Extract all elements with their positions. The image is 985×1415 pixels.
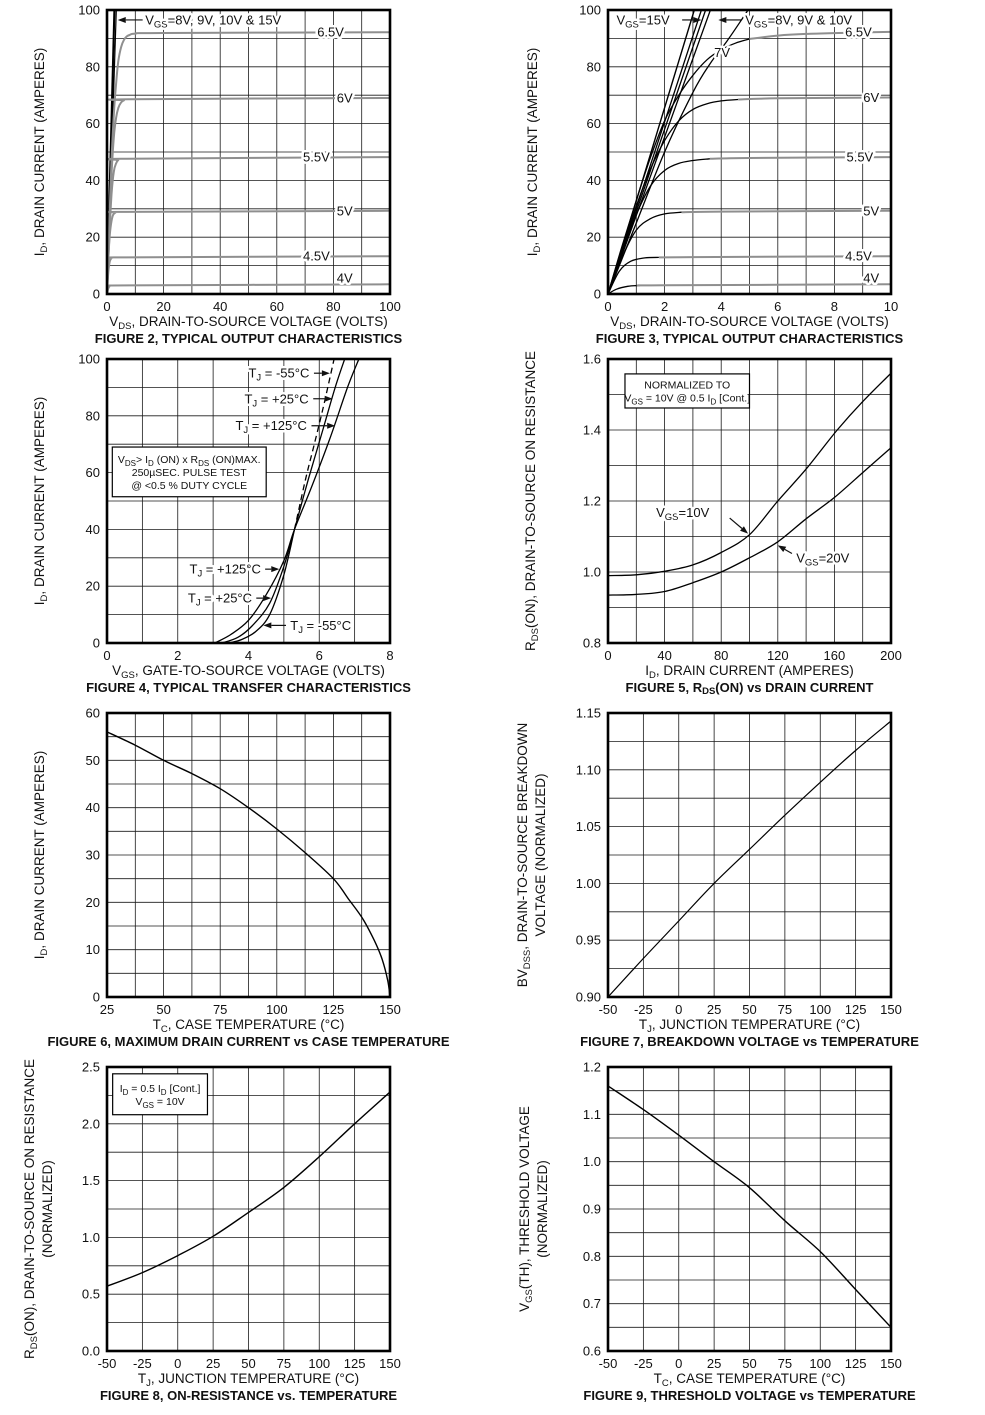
svg-text:5V: 5V (863, 203, 880, 219)
y-tick-label: 1.6 (582, 351, 601, 367)
y-axis-title: $R_{DS}(ON)$, DRAIN-TO-SOURCE ON RESISTANCE (523, 351, 541, 651)
gridlines (107, 10, 390, 294)
x-tick-label: 75 (212, 1002, 228, 1017)
x-tick-label: 75 (777, 1002, 793, 1017)
svg-text:4.5V: 4.5V (845, 248, 872, 264)
x-tick-label: 75 (276, 1356, 292, 1371)
series-vgs-5v-flat (682, 211, 891, 212)
figure-6-plot-container (0, 703, 492, 1033)
y-tick-label: 80 (85, 59, 100, 75)
y-tick-label: 1.1 (582, 1106, 601, 1122)
svg-text:4.5V: 4.5V (303, 248, 330, 264)
x-tick-label: 60 (269, 299, 285, 314)
x-tick-label: 40 (657, 648, 672, 663)
y-tick-label: 0.95 (575, 932, 601, 948)
x-tick-label: 40 (212, 299, 228, 314)
figure-9-cell (493, 1055, 985, 1415)
curve-label (656, 505, 748, 534)
y-tick-label: 60 (85, 705, 100, 721)
x-tick-label: 0 (103, 648, 111, 663)
annotation-arrowhead (271, 566, 279, 572)
x-tick-label: 8 (386, 648, 394, 663)
svg-text:VGS=20V: $V_{GS}=20V$ (796, 550, 850, 569)
x-tick-label: 0 (604, 299, 612, 314)
figure-3-caption: FIGURE 3, TYPICAL OUTPUT CHARACTERISTICS (595, 331, 904, 346)
curve-label (317, 25, 344, 40)
x-tick-label: 10 (883, 299, 899, 314)
y-tick-label: 1.5 (81, 1173, 100, 1189)
svg-text:TJ = +25°C: $T_J = +25^\circ C$ (244, 391, 309, 410)
curve-label (189, 562, 279, 580)
curve-label (845, 249, 872, 264)
svg-text:6.5V: 6.5V (845, 24, 872, 40)
x-tick-label: 100 (265, 1002, 288, 1017)
curve-label (863, 90, 879, 105)
svg-text:7V: 7V (714, 45, 731, 61)
figure-6-chart (0, 703, 492, 1033)
y-tick-label: 100 (78, 351, 100, 367)
svg-text:5V: 5V (336, 203, 353, 219)
curve-label (248, 366, 329, 384)
svg-text:VGS=15V: $V_{GS}=15V$ (616, 12, 670, 31)
svg-text:6V: 6V (863, 89, 880, 105)
x-tick-label: 100 (809, 1356, 832, 1371)
y-tick-label: 1.4 (582, 422, 601, 438)
figure-2-caption: FIGURE 2, TYPICAL OUTPUT CHARACTERISTICS (94, 331, 403, 346)
annotation-arrow-line (730, 518, 742, 528)
x-tick-label: 125 (343, 1356, 366, 1371)
x-axis-title: $V_{DS}$, DRAIN-TO-SOURCE VOLTAGE (VOLTS) (109, 314, 388, 330)
curve-label (337, 271, 353, 286)
series-vgs-4v-flat (638, 284, 891, 285)
x-tick-label: 4 (717, 299, 725, 314)
y-axis-title: (NORMALIZED) (40, 1160, 55, 1258)
annotation-box (113, 1074, 208, 1115)
y-tick-label: 100 (579, 2, 601, 18)
y-axis-title: $I_D$, DRAIN CURRENT (AMPERES) (32, 750, 50, 960)
figure-9-chart (493, 1057, 985, 1387)
x-tick-label: 2 (660, 299, 669, 314)
x-tick-label: -50 (97, 1356, 117, 1371)
x-tick-label: 2 (174, 648, 182, 663)
y-tick-label: 0.6 (582, 1343, 601, 1359)
figure-5-cell (493, 345, 985, 700)
x-axis-title: $V_{GS}$, GATE-TO-SOURCE VOLTAGE (VOLTS) (112, 663, 385, 679)
x-tick-label: 125 (844, 1002, 867, 1017)
y-tick-label: 100 (78, 2, 100, 18)
x-tick-label: 0 (174, 1356, 182, 1371)
svg-text:TJ = -55°C: $T_J = -55^\circ C$ (290, 617, 352, 636)
y-tick-label: 0.90 (575, 989, 601, 1005)
x-axis-title: $T_C$, CASE TEMPERATURE (°C) (653, 1371, 846, 1387)
curve-label (718, 12, 852, 30)
figure-8-plot-container (0, 1057, 492, 1387)
y-tick-label: 60 (85, 116, 100, 132)
y-tick-label: 0.8 (582, 635, 601, 651)
figure-5-plot-container (493, 349, 985, 679)
y-tick-label: 0.7 (582, 1296, 601, 1312)
x-tick-label: -25 (633, 1356, 653, 1371)
figure-3-chart (493, 0, 985, 330)
x-tick-label: -25 (633, 1002, 653, 1017)
figure-7-cell (493, 700, 985, 1055)
y-tick-label: 20 (85, 578, 100, 594)
y-tick-label: 2.5 (81, 1059, 100, 1075)
curve-label (845, 25, 872, 40)
curve-label (118, 12, 282, 30)
y-tick-label: 30 (85, 847, 100, 863)
y-tick-label: 1.0 (582, 564, 601, 580)
y-tick-label: 0.9 (582, 1201, 601, 1217)
x-tick-label: 6 (315, 648, 323, 663)
annotation-arrowhead (718, 17, 726, 23)
svg-text:6.5V: 6.5V (317, 24, 344, 40)
y-tick-label: 20 (586, 229, 601, 245)
svg-text:4V: 4V (863, 270, 880, 286)
x-tick-label: 150 (880, 1356, 902, 1371)
svg-text:VGS = 10V: $V_{GS} = 10V$ (135, 1095, 185, 1110)
x-tick-label: -50 (598, 1356, 618, 1371)
y-axis-title: VOLTAGE (NORMALIZED) (533, 773, 548, 937)
annotation-arrowhead (118, 17, 126, 23)
y-tick-label: 20 (85, 894, 100, 910)
x-tick-label: 25 (706, 1002, 722, 1017)
curve-label (303, 249, 330, 264)
svg-text:TJ = +25°C: $T_J = +25^\circ C$ (187, 590, 253, 609)
annotation-box (624, 374, 750, 408)
y-tick-label: 40 (85, 521, 100, 537)
series-vgs-5v-rise (608, 212, 682, 294)
y-tick-label: 1.0 (582, 1154, 601, 1170)
y-tick-label: 60 (586, 116, 601, 132)
y-tick-label: 40 (85, 172, 100, 188)
y-tick-label: 0.0 (81, 1343, 100, 1359)
figure-5-chart (493, 349, 985, 679)
svg-text:TJ = +125°C: $T_J = +125^\circ C$ (235, 418, 307, 437)
svg-text:TJ = +125°C: $T_J = +125^\circ C$ (189, 561, 261, 580)
y-tick-label: 0.5 (81, 1286, 100, 1302)
figure-4-chart (0, 349, 492, 679)
svg-text:5.5V: 5.5V (303, 149, 330, 165)
figure-7-plot-container (493, 703, 985, 1033)
figure-4-caption: FIGURE 4, TYPICAL TRANSFER CHARACTERISTICS (86, 680, 411, 695)
figure-8-chart (0, 1057, 492, 1387)
x-tick-label: 50 (742, 1002, 757, 1017)
y-axis-title: $BV_{DSS}$, DRAIN-TO-SOURCE BREAKDOWN (515, 722, 533, 988)
figure-6-cell (0, 700, 493, 1055)
x-tick-label: 75 (777, 1356, 793, 1371)
x-tick-label: 0 (604, 648, 612, 663)
figure-2-chart (0, 0, 492, 330)
x-tick-label: 100 (809, 1002, 832, 1017)
y-tick-label: 10 (85, 942, 100, 958)
figure-9-plot-container (493, 1057, 985, 1387)
annotation-arrowhead (778, 545, 786, 552)
y-tick-label: 20 (85, 229, 100, 245)
figure-2-cell (0, 0, 493, 345)
tick-labels (78, 352, 393, 664)
figure-8-caption: FIGURE 8, ON-RESISTANCE vs. TEMPERATURE (99, 1388, 398, 1403)
x-tick-label: 50 (156, 1002, 171, 1017)
y-tick-label: 1.0 (81, 1229, 100, 1245)
y-axis-title: (NORMALIZED) (535, 1160, 550, 1258)
x-tick-label: 125 (322, 1002, 345, 1017)
curve-label (846, 150, 873, 165)
x-axis-title: $V_{DS}$, DRAIN-TO-SOURCE VOLTAGE (VOLTS) (610, 314, 889, 330)
x-tick-label: 120 (766, 648, 789, 663)
annotation-arrow-line (785, 549, 792, 553)
svg-text:VDS> ID (ON) x RDS (ON)MAX.: $V_{DS}> I_D$ (ON) x $R_{DS}$ (ON)MAX. (117, 453, 261, 468)
x-tick-label: 0 (675, 1356, 683, 1371)
svg-text:ID = 0.5 ID [Cont.]: $I_D = 0.5$ $I_D$ [Cont.] (119, 1082, 201, 1097)
x-axis-title: $I_D$, DRAIN CURRENT (AMPERES) (645, 663, 854, 679)
y-tick-label: 1.00 (575, 875, 601, 891)
x-tick-label: 200 (880, 648, 902, 663)
y-tick-label: 1.05 (575, 819, 601, 835)
figure-4-cell (0, 345, 493, 700)
y-tick-label: 0 (593, 286, 601, 302)
x-tick-label: 100 (308, 1356, 331, 1371)
y-tick-label: 40 (85, 800, 100, 816)
tick-labels (86, 706, 401, 1018)
curve-label (337, 203, 353, 218)
figure-7-chart (493, 703, 985, 1033)
y-tick-label: 80 (586, 59, 601, 75)
curve-label (714, 45, 730, 60)
x-axis-title: $T_C$, CASE TEMPERATURE (°C) (152, 1017, 345, 1033)
y-axis-title: $I_D$, DRAIN CURRENT (AMPERES) (525, 47, 543, 257)
x-tick-label: 160 (823, 648, 846, 663)
y-tick-label: 1.15 (575, 705, 601, 721)
svg-text:NORMALIZED TO: NORMALIZED TO (644, 379, 731, 392)
y-axis-title: $V_{GS}(TH)$, THRESHOLD VOLTAGE (517, 1106, 535, 1312)
y-tick-label: 0 (92, 635, 100, 651)
x-tick-label: 0 (103, 299, 111, 314)
x-tick-label: 150 (379, 1002, 401, 1017)
figure-3-plot-container (493, 0, 985, 330)
curve-label (303, 150, 330, 165)
gridlines (608, 1067, 891, 1351)
curve-label (778, 545, 850, 568)
y-tick-label: 50 (85, 752, 100, 768)
x-tick-label: 125 (844, 1356, 867, 1371)
x-axis-title: $T_J$, JUNCTION TEMPERATURE (°C) (638, 1017, 861, 1033)
x-tick-label: 0 (675, 1002, 683, 1017)
figure-3-cell (493, 0, 985, 345)
curve-label (263, 618, 351, 636)
y-axis-title: $I_D$, DRAIN CURRENT (AMPERES) (32, 396, 50, 606)
y-axis-title: $I_D$, DRAIN CURRENT (AMPERES) (32, 47, 50, 257)
curve-label (337, 91, 353, 106)
y-tick-label: 0 (92, 286, 100, 302)
y-tick-label: 1.2 (582, 1059, 601, 1075)
figure-7-caption: FIGURE 7, BREAKDOWN VOLTAGE vs TEMPERATURE (580, 1034, 919, 1049)
y-tick-label: 40 (586, 172, 601, 188)
svg-text:TJ = -55°C: $T_J = -55^\circ C$ (248, 365, 310, 384)
x-tick-label: 50 (742, 1356, 757, 1371)
figure-6-caption: FIGURE 6, MAXIMUM DRAIN CURRENT vs CASE TEMPERATURE (47, 1034, 450, 1049)
series-vgs-6v-rise (608, 100, 738, 295)
figure-4-plot-container (0, 349, 492, 679)
svg-text:5.5V: 5.5V (846, 149, 874, 165)
x-tick-label: 80 (326, 299, 341, 314)
x-tick-label: 20 (156, 299, 171, 314)
figure-9-caption: FIGURE 9, THRESHOLD VOLTAGE vs TEMPERATURE (583, 1388, 916, 1403)
figure-5-caption: FIGURE 5, $R_{DS}(ON)$ vs DRAIN CURRENT (625, 680, 874, 697)
x-tick-label: 8 (830, 299, 839, 314)
gridlines (608, 713, 891, 997)
annotation-box (112, 447, 266, 497)
svg-text:VGS=10V: $V_{GS}=10V$ (656, 504, 710, 523)
svg-text:VGS=8V, 9V, 10V & 15V: $V_{GS}=8V$, 9V, 10V & 15V (145, 12, 282, 31)
y-tick-label: 0.8 (582, 1248, 601, 1264)
curve-label (863, 203, 879, 218)
x-tick-label: 25 (706, 1356, 722, 1371)
x-tick-label: -50 (598, 1002, 618, 1017)
annotation-arrowhead (263, 595, 271, 601)
x-tick-label: 150 (379, 1356, 401, 1371)
svg-text:VGS=8V, 9V & 10V: $V_{GS}=8V$, 9V & 10V (745, 12, 853, 31)
x-tick-label: 80 (713, 648, 729, 663)
svg-text:6V: 6V (336, 90, 353, 106)
series-vgs-5.5v-rise (608, 159, 710, 294)
svg-text:@ <0.5 % DUTY CYCLE: @ <0.5 % DUTY CYCLE (131, 479, 248, 492)
figure-2-plot-container (0, 0, 492, 330)
y-tick-label: 60 (85, 465, 100, 481)
x-tick-label: 50 (241, 1356, 256, 1371)
y-tick-label: 2.0 (81, 1116, 100, 1132)
figure-8-cell (0, 1055, 493, 1415)
curve-label (863, 271, 879, 286)
x-tick-label: -25 (132, 1356, 152, 1371)
x-tick-label: 150 (880, 1002, 902, 1017)
x-tick-label: 25 (99, 1002, 115, 1017)
tick-labels (583, 1060, 902, 1372)
y-tick-label: 1.2 (582, 493, 601, 509)
svg-text:4V: 4V (336, 270, 353, 286)
svg-text:250µSEC. PULSE TEST: 250µSEC. PULSE TEST (131, 466, 247, 479)
y-axis-title: $R_{DS}(ON)$, DRAIN-TO-SOURCE ON RESISTANCE (22, 1059, 40, 1359)
x-tick-label: 6 (774, 299, 782, 314)
x-tick-label: 100 (379, 299, 401, 314)
y-tick-label: 0 (92, 989, 100, 1005)
x-tick-label: 25 (205, 1356, 221, 1371)
x-axis-title: $T_J$, JUNCTION TEMPERATURE (°C) (137, 1371, 360, 1387)
svg-text:VGS = 10V @ 0.5 ID [Cont.]: $V_{GS} = 10V$ @ 0.5 $I_D$ [Cont.] (624, 392, 751, 407)
annotation-arrowhead (322, 370, 330, 376)
x-tick-label: 4 (244, 648, 253, 663)
gridlines (107, 713, 390, 997)
y-tick-label: 1.10 (575, 762, 601, 778)
y-tick-label: 80 (85, 408, 100, 424)
